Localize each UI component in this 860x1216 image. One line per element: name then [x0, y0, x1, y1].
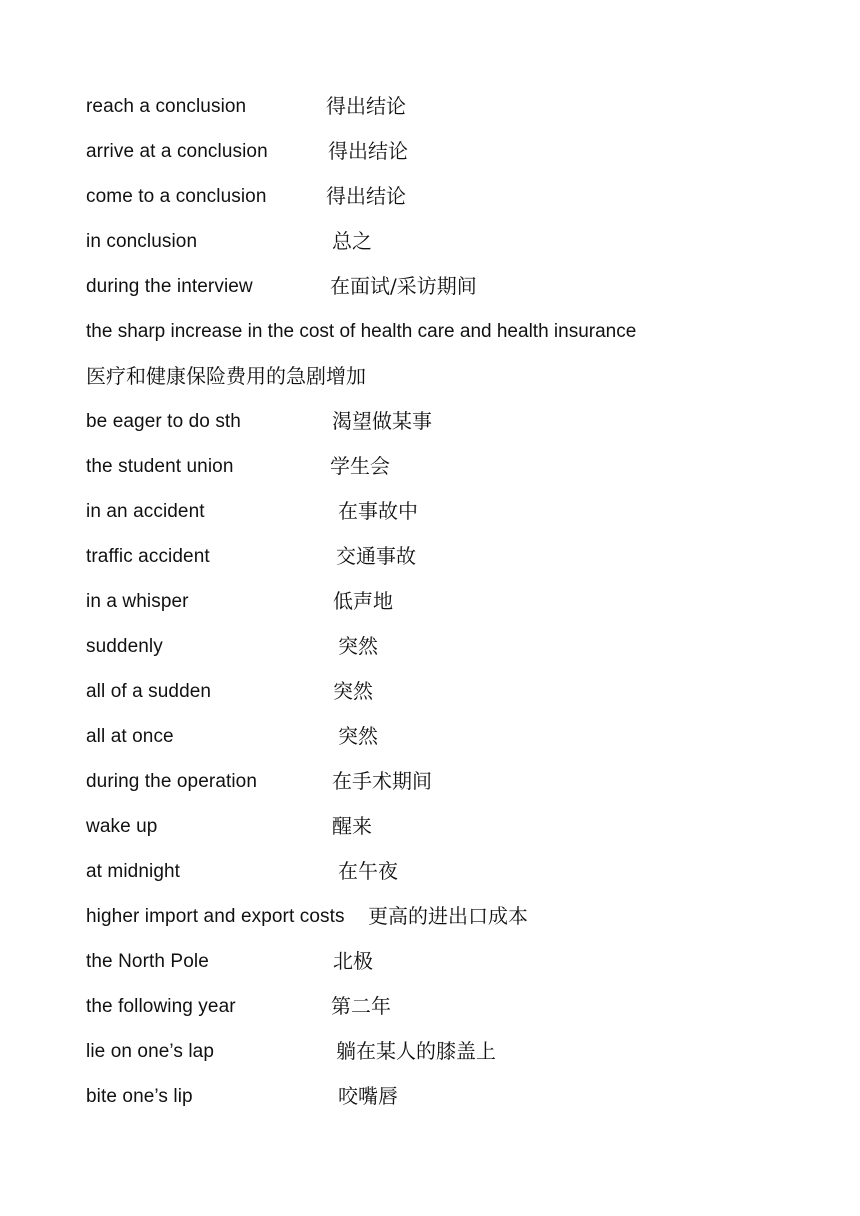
- vocab-row: [86, 579, 786, 624]
- vocab-row: [86, 174, 786, 219]
- english-phrase: during the operation: [86, 771, 258, 792]
- vocab-row: [86, 219, 786, 264]
- vocab-row: [86, 894, 786, 939]
- vocab-row: [86, 624, 786, 669]
- english-phrase: in an accident: [86, 501, 205, 522]
- vocab-row: [86, 849, 786, 894]
- chinese-translation: 渴望做某事: [332, 409, 432, 433]
- chinese-translation: 得出结论: [326, 94, 406, 118]
- vocab-row: [86, 534, 786, 579]
- vocab-row: [86, 489, 786, 534]
- vocab-row: [86, 714, 786, 759]
- vocab-row: [86, 1029, 786, 1074]
- vocab-row: [86, 84, 786, 129]
- vocab-row: [86, 759, 786, 804]
- chinese-translation: 突然: [338, 634, 378, 658]
- vocab-row: [86, 804, 786, 849]
- english-phrase: in conclusion: [86, 231, 198, 252]
- english-phrase: at midnight: [86, 861, 181, 882]
- chinese-translation: 咬嘴唇: [338, 1084, 398, 1108]
- chinese-translation: 醒来: [332, 814, 372, 838]
- english-phrase: traffic accident: [86, 546, 210, 567]
- english-phrase: higher import and export costs: [86, 906, 345, 927]
- vocab-row: [86, 984, 786, 1029]
- chinese-translation: 低声地: [333, 589, 393, 613]
- chinese-translation: 在午夜: [338, 859, 398, 883]
- vocab-row-full-english: [86, 309, 786, 354]
- english-phrase: the North Pole: [86, 951, 209, 972]
- vocab-row: [86, 399, 786, 444]
- chinese-translation: 得出结论: [328, 139, 408, 163]
- vocabulary-list: [86, 84, 786, 1119]
- english-phrase: bite one’s lip: [86, 1086, 193, 1107]
- chinese-translation: 第二年: [331, 994, 391, 1018]
- vocab-row: [86, 1074, 786, 1119]
- english-phrase: all of a sudden: [86, 681, 212, 702]
- english-phrase: come to a conclusion: [86, 186, 267, 207]
- english-phrase: all at once: [86, 726, 174, 747]
- chinese-translation: 学生会: [330, 454, 390, 478]
- vocab-row: [86, 444, 786, 489]
- chinese-translation: 在手术期间: [332, 769, 432, 793]
- vocab-row-full-chinese: [86, 354, 786, 399]
- english-phrase: the following year: [86, 996, 236, 1017]
- chinese-translation: 更高的进出口成本: [368, 904, 528, 928]
- vocab-row: [86, 129, 786, 174]
- chinese-translation: 在面试/采访期间: [330, 274, 477, 298]
- vocab-row: [86, 939, 786, 984]
- vocab-row: [86, 264, 786, 309]
- english-sentence: the sharp increase in the cost of health care and health insurance: [86, 321, 637, 342]
- chinese-translation: 突然: [338, 724, 378, 748]
- english-phrase: arrive at a conclusion: [86, 141, 268, 162]
- english-phrase: reach a conclusion: [86, 96, 247, 117]
- chinese-translation: 交通事故: [336, 544, 416, 568]
- english-phrase: be eager to do sth: [86, 411, 241, 432]
- chinese-translation: 突然: [333, 679, 373, 703]
- english-phrase: in a whisper: [86, 591, 189, 612]
- chinese-translation: 得出结论: [326, 184, 406, 208]
- chinese-translation: 躺在某人的膝盖上: [336, 1039, 496, 1063]
- english-phrase: lie on one’s lap: [86, 1041, 215, 1062]
- english-phrase: wake up: [86, 816, 158, 837]
- chinese-sentence: 医疗和健康保险费用的急剧增加: [86, 364, 366, 388]
- chinese-translation: 在事故中: [338, 499, 418, 523]
- english-phrase: the student union: [86, 456, 234, 477]
- vocab-row: [86, 669, 786, 714]
- english-phrase: during the interview: [86, 276, 253, 297]
- chinese-translation: 总之: [332, 229, 372, 253]
- chinese-translation: 北极: [333, 949, 373, 973]
- english-phrase: suddenly: [86, 636, 163, 657]
